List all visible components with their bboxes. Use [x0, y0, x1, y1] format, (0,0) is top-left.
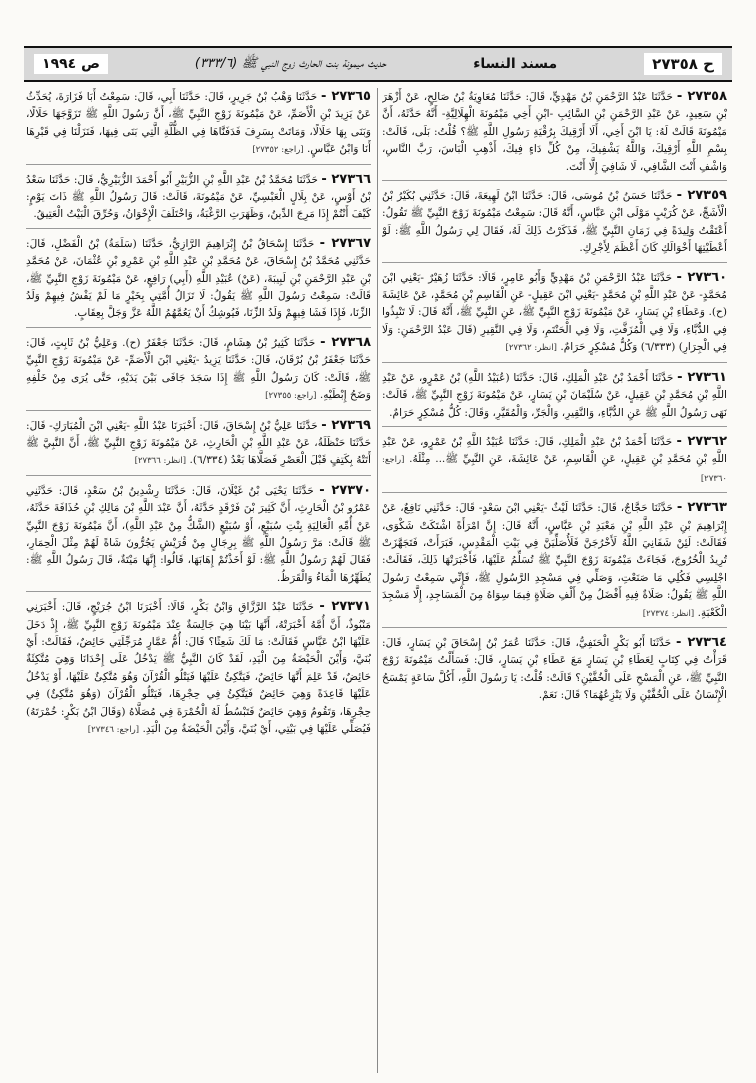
cross-reference: [راجع: ٢٧٣٥٢]	[252, 145, 304, 156]
hadith-number-range: ح ٢٧٣٥٨	[644, 53, 722, 75]
hadith-entry	[382, 269, 727, 363]
hadith-number: ٢٧٣٦٥ -	[320, 89, 371, 104]
hadith-text: حَدَّثَنَا كَثِيرُ بْنُ هِشَامٍ، قَالَ: حَدَّثَنَا جَعْفَرٌ (ح). وَعَلِيُّ بْنُ ثَابِتٍ، قَالَ: حَدَّثَنَا جَعْفَرُ بْنُ بُرْقَانَ، قَالَ: حَدَّثَنَا يَزِيدُ -يَعْنِي ابْنَ الْأَصَمِّ- عَنْ مَيْمُونَةَ زَوْجِ النَّبِيِّ ﷺ، قَالَتْ: كَانَ رَسُولُ اللَّهِ ﷺ إِذَا سَجَدَ جَافَى بَيْنَ يَدَيْهِ، حَتَّى يُرَى مِنْ خَلْفِهِ وَضَحُ إِبْطَيْهِ.	[26, 336, 371, 402]
right-column	[382, 88, 727, 1073]
hadith-entry	[382, 433, 727, 493]
hadith-text: حَدَّثَنَا عَبْدُ الرَّحْمَنِ بْنُ مَهْدِيٍّ وَأَبُو عَامِرٍ، قَالَا: حَدَّثَنَا زُهَيْرٌ -يَعْنِي ابْنَ مُحَمَّدٍ- عَنْ عَبْدِ اللَّهِ بْنِ مُحَمَّدٍ -يَعْنِي ابْنَ عَقِيلٍ- عَنِ الْقَاسِمِ بْنِ مُحَمَّدٍ، عَنْ عَائِشَةَ (ح). وَعَطَاءِ بْنِ يَسَارٍ، عَنْ مَيْمُونَةَ زَوْجِ النَّبِيِّ ﷺ، عَنِ النَّبِيِّ ﷺ، أَنَّهُ قَالَ: لَا تَنْبِذُوا فِي الدُّبَّاءِ، وَلَا فِي الْمُزَفَّتِ، وَلَا فِي الْحَنْتَمِ، وَلَا فِي النَّقِيرِ (قَالَ عَبْدُ الرَّحْمَنِ: وَلَا فِي الْجِرَارِ) (٦/٣٣٣) وَكُلُّ مُسْكِرٍ حَرَامٌ.	[382, 271, 727, 354]
left-column	[26, 88, 371, 1073]
hadith-entry	[26, 171, 371, 229]
hadith-entry	[382, 187, 727, 263]
hadith-number: ٢٧٣٦٣ -	[676, 500, 727, 516]
hadith-number: ٢٧٣٦٨ -	[320, 334, 371, 350]
hadith-number: ٢٧٣٦٦ -	[321, 171, 371, 187]
cross-reference: [انظر: ٢٧٣٦٢]	[505, 343, 557, 354]
hadith-number: ٢٧٣٦٠ -	[676, 269, 727, 285]
chapter-title: حديث ميمونة بنت الحارث زوج النبي ﷺ (٣٣٣/٦)	[194, 55, 387, 71]
hadith-entry	[26, 417, 371, 476]
hadith-entry	[26, 334, 371, 411]
hadith-entry	[26, 482, 371, 592]
hadith-number: ٢٧٣٦٧ -	[319, 235, 371, 251]
hadith-entry	[26, 88, 371, 165]
column-divider	[377, 88, 378, 1073]
hadith-entry	[26, 235, 371, 328]
hadith-text: حَدَّثَنَا عَلِيُّ بْنُ إِسْحَاقَ، قَالَ: أَخْبَرَنَا عَبْدُ اللَّهِ -يَعْنِي ابْنَ الْمُبَارَكِ- قَالَ: حَدَّثَنَا حَنْظَلَةُ، عَنْ عَبْدِ اللَّهِ بْنِ الْحَارِثِ، عَنْ مَيْمُونَةَ زَوْجِ النَّبِيِّ ﷺ، أَنَّ النَّبِيَّ ﷺ أَتَتْهُ بِكَتِفٍ قَبْلَ الْعَصْرِ فَصَلَّاهَا بَعْدُ (٦/٣٣٤).	[26, 419, 371, 467]
hadith-text: حَدَّثَنَا عَبْدُ الرَّحْمَنِ بْنُ مَهْدِيٍّ، قَالَ: حَدَّثَنَا مُعَاوِيَةُ بْنُ صَالِحٍ، عَنْ أَزْهَرَ بْنِ سَعِيدٍ، عَنْ عَبْدِ الرَّحْمَنِ بْنِ السَّائِبِ -ابْنِ أَخِي مَيْمُونَةَ الْهِلَالِيَّةِ- أَنَّهُ حَدَّثَهُ، أَنَّ مَيْمُونَةَ قَالَتْ لَهُ: يَا ابْنَ أَخِي، أَلَا أَرْقِيكَ بِرُقْيَةِ رَسُولِ اللَّهِ ﷺ؟ قُلْتُ: بَلَى، قَالَتْ: بِسْمِ اللَّهِ أَرْقِيكَ، وَاللَّهُ يَشْفِيكَ، مِنْ كُلِّ دَاءٍ فِيكَ، أَذْهِبِ الْبَاسَ، رَبَّ النَّاسِ، وَاشْفِ أَنْتَ الشَّافِي، لَا شَافِيَ إِلَّا أَنْتَ.	[382, 91, 727, 173]
page-number: ص ١٩٩٤	[34, 54, 108, 74]
hadith-entry	[382, 88, 727, 181]
cross-reference: [انظر: ٢٧٣٧٤]	[642, 608, 695, 619]
hadith-number: ٢٧٣٦٤ -	[675, 634, 727, 650]
hadith-entry	[382, 634, 727, 709]
hadith-number: ٢٧٣٥٨ -	[676, 89, 727, 104]
hadith-number: ٢٧٣٧١ -	[319, 599, 371, 615]
hadith-text: حَدَّثَنَا أَحْمَدُ بْنُ عَبْدِ الْمَلِكِ، قَالَ: حَدَّثَنَا عُبَيْدُ اللَّهِ بْنُ عَمْرٍو، عَنْ عَبْدِ اللَّهِ بْنِ مُحَمَّدِ بْنِ عَقِيلٍ، عَنِ الْقَاسِمِ، عَنْ عَائِشَةَ، عَنِ النَّبِيِّ ﷺ... مِثْلَهُ.	[382, 435, 727, 466]
hadith-text: حَدَّثَنَا حَسَنُ بْنُ مُوسَى، قَالَ: حَدَّثَنَا ابْنُ لَهِيعَةَ، قَالَ: حَدَّثَنِي بُكَيْرُ بْنُ الْأَشَجِّ، عَنْ كُرَيْبٍ مَوْلَى ابْنِ عَبَّاسٍ، أَنَّهُ قَالَ: سَمِعْتُ مَيْمُونَةَ زَوْجَ النَّبِيِّ ﷺ تَقُولُ: أَعْتَقْتُ وَلِيدَةً فِي زَمَانِ النَّبِيِّ ﷺ، فَذَكَرْتُ ذَلِكَ لَهُ، فَقَالَ لِي رَسُولُ اللَّهِ ﷺ: لَوْ أَعْطَيْتِهَا أَخْوَالَكِ كَانَ أَعْظَمَ لِأَجْرِكِ.	[382, 190, 727, 255]
hadith-number: ٢٧٣٦٩ -	[321, 417, 371, 433]
cross-reference: [انظر: ٢٧٣٦٦]	[134, 456, 187, 467]
hadith-text: حَدَّثَنَا إِسْحَاقُ بْنُ إِبْرَاهِيمَ الرَّازِيُّ، حَدَّثَنَا (سَلَمَةُ) بْنُ الْفَضْلِ، قَالَ: حَدَّثَنِي مُحَمَّدُ بْنُ إِسْحَاقَ، عَنْ مُحَمَّدِ بْنِ عَبْدِ اللَّهِ بْنِ عَمْرِو بْنِ عُثْمَانَ، عَنْ مُحَمَّدِ بْنِ عَبْدِ الرَّحْمَنِ بْنِ لَبِيبَةَ، (عَنْ) عُبَيْدِ اللَّهِ (أَبِي) رَافِعٍ، عَنْ مَيْمُونَةَ زَوْجِ النَّبِيِّ ﷺ، قَالَتْ: سَمِعْتُ رَسُولَ اللَّهِ ﷺ يَقُولُ: لَا تَزَالُ أُمَّتِي بِخَيْرٍ مَا لَمْ يَفْشُ فِيهِمْ وَلَدُ الزِّنَا، فَإِذَا فَشَا فِيهِمْ وَلَدُ الزِّنَا، فَيُوشِكُ أَنْ يَعُمَّهُمُ اللَّهُ عَزَّ وَجَلَّ بِعِقَابٍ.	[26, 237, 371, 320]
hadith-entry	[26, 598, 371, 743]
hadith-number: ٢٧٣٧٠ -	[319, 482, 371, 498]
hadith-entry	[382, 369, 727, 427]
hadith-number: ٢٧٣٦١ -	[677, 369, 727, 385]
hadith-text: حَدَّثَنَا حَجَّاجٌ، قَالَ: حَدَّثَنَا لَيْثٌ -يَعْنِي ابْنَ سَعْدٍ- قَالَ: حَدَّثَنِي نَافِعٌ، عَنْ إِبْرَاهِيمَ بْنِ عَبْدِ اللَّهِ بْنِ مَعْبَدِ بْنِ عَبَّاسٍ، أَنَّهُ قَالَ: إِنَّ امْرَأَةً اشْتَكَتْ شَكْوَى، فَقَالَتْ: لَئِنْ شَفَانِيَ اللَّهُ لَأَخْرُجَنَّ فَلَأُصَلِّيَنَّ فِي بَيْتِ الْمَقْدِسِ، فَبَرَأَتْ، فَتَجَهَّزَتْ تُرِيدُ الْخُرُوجَ، فَجَاءَتْ مَيْمُونَةَ زَوْجَ النَّبِيِّ ﷺ تُسَلِّمُ عَلَيْهَا، فَأَخْبَرَتْهَا ذَلِكَ، فَقَالَتْ: اجْلِسِي فَكُلِي مَا صَنَعْتِ، وَصَلِّي فِي مَسْجِدِ الرَّسُولِ ﷺ، فَإِنِّي سَمِعْتُ رَسُولَ اللَّهِ ﷺ يَقُولُ: صَلَاةٌ فِيهِ أَفْضَلُ مِنْ أَلْفِ صَلَاةٍ فِيمَا سِوَاهُ مِنَ الْمَسَاجِدِ، إِلَّا مَسْجِدَ الْكَعْبَةِ.	[382, 502, 727, 619]
hadith-text: حَدَّثَنَا وَهْبُ بْنُ جَرِيرٍ، قَالَ: حَدَّثَنَا أَبِي، قَالَ: سَمِعْتُ أَبَا فَزَارَةَ، يُحَدِّثُ عَنْ يَزِيدَ بْنِ الْأَصَمِّ، عَنْ مَيْمُونَةَ زَوْجِ النَّبِيِّ ﷺ، أَنَّ رَسُولَ اللَّهِ ﷺ تَزَوَّجَهَا حَلَالًا، وَبَنَى بِهَا حَلَالًا، وَمَاتَتْ بِسَرِفَ فَدَفَنَّاهَا فِي الظُّلَّةِ الَّتِي بَنَى فِيهَا، فَنَزَلْنَا فِي قَبْرِهَا أَنَا وَابْنُ عَبَّاسٍ.	[26, 91, 371, 156]
cross-reference: [راجع: ٢٧٣٥٥]	[265, 391, 317, 402]
hadith-number: ٢٧٣٦٢ -	[676, 433, 727, 449]
hadith-text: حَدَّثَنَا عَبْدُ الرَّزَّاقِ وَابْنُ بَكْرٍ، قَالَا: أَخْبَرَنَا ابْنُ جُرَيْجٍ، قَالَ: أَخْبَرَنِي مَنْبُوذٌ، أَنَّ أُمَّهُ أَخْبَرَتْهُ، أَنَّهَا بَيْنَا هِيَ جَالِسَةٌ عِنْدَ مَيْمُونَةَ زَوْجِ النَّبِيِّ ﷺ، إِذْ دَخَلَ عَلَيْهَا ابْنُ عَبَّاسٍ فَقَالَتْ: مَا لَكَ شَعِثًا؟ قَالَ: أُمُّ عَمَّارٍ مُرَجِّلَتِي حَائِضٌ، فَقَالَتْ: أَيْ بُنَيَّ، وَأَيْنَ الْحَيْضَةُ مِنَ الْيَدِ، لَقَدْ كَانَ النَّبِيُّ ﷺ يَدْخُلُ عَلَى إِحْدَانَا وَهِيَ مُتَّكِئَةٌ حَائِضٌ، قَدْ عَلِمَ أَنَّهَا حَائِضٌ، فَيَتَّكِئُ عَلَيْهَا فَيَتْلُو الْقُرْآنَ وَهُوَ مُتَّكِئٌ عَلَيْهَا، أَوْ يَدْخُلُ عَلَيْهَا قَاعِدَةً وَهِيَ حَائِضٌ فَيَتَّكِئُ فِي حِجْرِهَا، فَيَتْلُو الْقُرْآنَ (وَهُوَ مُتَّكِئٌ) فِي حِجْرِهَا، وَتَقُومُ وَهِيَ حَائِضٌ فَتَبْسُطُ لَهُ الْخُمْرَةَ فِي مُصَلَّاهُ (وَقَالَ ابْنُ بَكْرٍ: خُمْرَتَهُ) فَيُصَلِّي عَلَيْهَا فِي بَيْتِي، أَيْ بُنَيَّ، وَأَيْنَ الْحَيْضَةُ مِنَ الْيَدِ.	[26, 601, 371, 735]
section-title: مسند النساء	[473, 56, 558, 72]
hadith-text: حَدَّثَنَا أَبُو بَكْرٍ الْحَنَفِيُّ، قَالَ: حَدَّثَنَا عُمَرُ بْنُ إِسْحَاقَ بْنِ يَسَارٍ، قَالَ: قَرَأْتُ فِي كِتَابٍ لِعَطَاءِ بْنِ يَسَارٍ مَعَ عَطَاءِ بْنِ يَسَارٍ، قَالَ: فَسَأَلْتُ مَيْمُونَةَ زَوْجَ النَّبِيِّ ﷺ، عَنِ الْمَسْحِ عَلَى الْخُفَّيْنِ؟ قَالَتْ: قُلْتُ: يَا رَسُولَ اللَّهِ، أَكُلَّ سَاعَةٍ يَمْسَحُ الْإِنْسَانُ عَلَى الْخُفَّيْنِ وَلَا يَنْزِعُهُمَا؟ قَالَ: نَعَمْ.	[382, 636, 727, 702]
hadith-text: حَدَّثَنَا أَحْمَدُ بْنُ عَبْدِ الْمَلِكِ، قَالَ: حَدَّثَنَا (عُبَيْدُ اللَّهِ) بْنُ عَمْرٍو، عَنْ عَبْدِ اللَّهِ بْنِ مُحَمَّدِ بْنِ عَقِيلٍ، عَنْ سُلَيْمَانَ بْنِ يَسَارٍ، عَنْ مَيْمُونَةَ زَوْجِ النَّبِيِّ ﷺ، قَالَتْ: نَهَى رَسُولُ اللَّهِ ﷺ عَنِ الدُّبَّاءِ، وَالنَّقِيرِ، وَالْجَرِّ، وَالْمُقَيَّرِ، وَقَالَ: كُلُّ مُسْكِرٍ حَرَامٌ.	[382, 371, 727, 419]
running-header	[24, 46, 732, 82]
cross-reference: [راجع: ٢٧٣٦٠]	[382, 455, 727, 484]
cross-reference: [راجع: ٢٧٣٤٦]	[87, 725, 140, 735]
hadith-number: ٢٧٣٥٩ -	[676, 188, 727, 204]
hadith-text: حَدَّثَنَا مُحَمَّدُ بْنُ عَبْدِ اللَّهِ بْنِ الزُّبَيْرِ أَبُو أَحْمَدَ الزُّبَيْرِيُّ، قَالَ: حَدَّثَنَا سَعْدُ بْنُ أَوْسٍ، عَنْ بِلَالٍ الْعَبْسِيِّ، عَنْ مَيْمُونَةَ، قَالَتْ: قَالَ رَسُولُ اللَّهِ ﷺ ذَاتَ يَوْمٍ: كَيْفَ أَنْتُمْ إِذَا مَرِجَ الدِّينُ، وَظَهَرَتِ الرَّغْبَةُ، وَاخْتَلَفَ الْإِخْوَانُ، وَحُرِّقَ الْبَيْتُ الْعَتِيقُ.	[26, 173, 371, 221]
hadith-entry	[382, 499, 727, 628]
hadith-text: حَدَّثَنَا يَحْيَى بْنُ غَيْلَانَ، قَالَ: حَدَّثَنَا رِشْدِينُ بْنُ سَعْدٍ، قَالَ: حَدَّثَنِي عَمْرُو بْنُ الْحَارِثِ، أَنَّ كَثِيرَ بْنَ فَرْقَدٍ حَدَّثَهُ، أَنَّ عَبْدَ اللَّهِ بْنَ مَالِكِ بْنِ حُذَافَةَ حَدَّثَهُ، عَنْ أُمِّهِ الْعَالِيَةِ بِنْتِ سُبَيْعٍ، أَوْ سُبَيْعٍ (الشَّكُّ مِنْ عَبْدِ اللَّهِ)، أَنَّ مَيْمُونَةَ زَوْجَ النَّبِيِّ ﷺ قَالَتْ: مَرَّ رَسُولُ اللَّهِ ﷺ بِرِجَالٍ مِنْ قُرَيْشٍ يَجُرُّونَ شَاةً لَهُمْ مِثْلَ الْحِمَارِ، فَقَالَ لَهُمْ رَسُولُ اللَّهِ ﷺ: لَوْ أَخَذْتُمْ إِهَابَهَا، قَالُوا: إِنَّهَا مَيْتَةٌ، قَالَ رَسُولُ اللَّهِ ﷺ: يُطَهِّرُهَا الْمَاءُ وَالْقَرَظُ.	[26, 484, 371, 584]
